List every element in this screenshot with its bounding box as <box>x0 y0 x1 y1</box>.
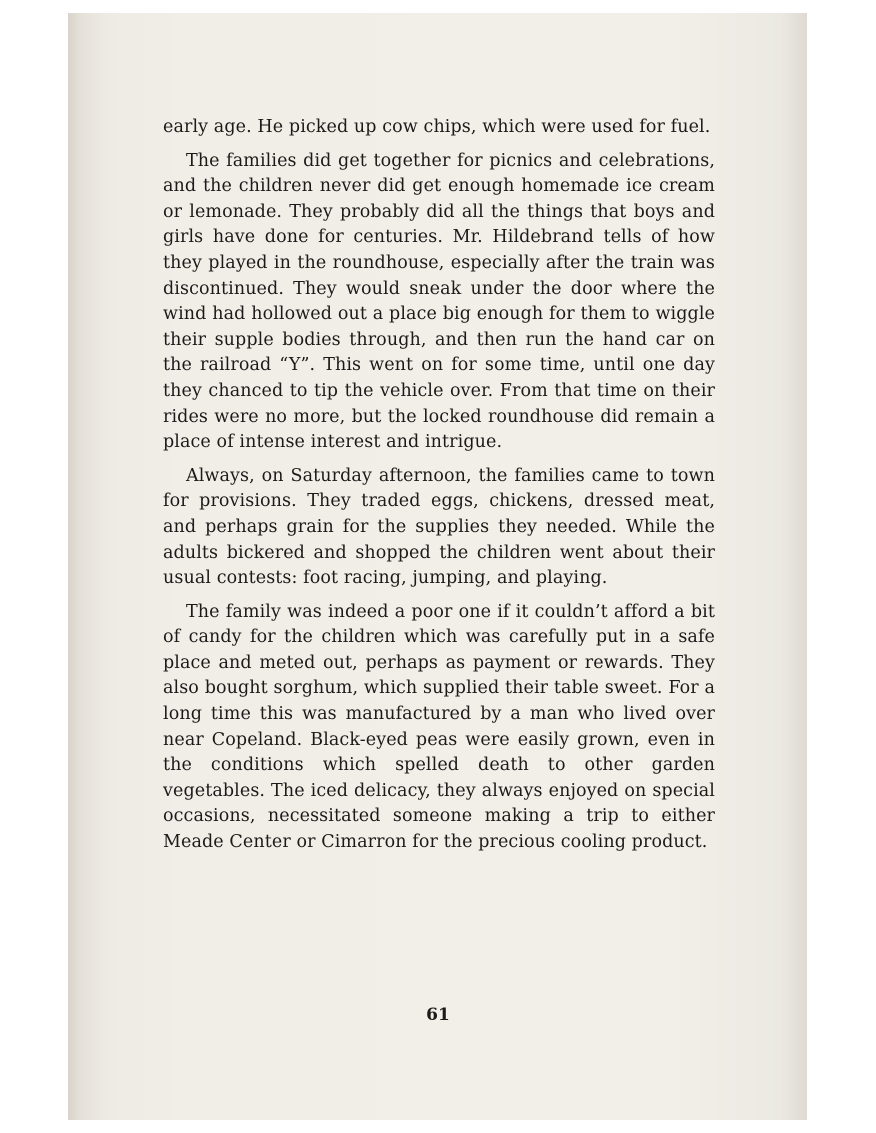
paragraph-1: early age. He picked up cow chips, which were used for fuel. <box>163 117 711 137</box>
body-text <box>163 115 715 864</box>
paragraph-2: The families did get together for picnics and celebrations, and the children never did get enough homemade ice cream or lemonade. They probably did all the things that boys and girls have done for centuries. Mr. Hildebrand tells of how they played in the roundhouse, especially after the train was discontinued. They would sneak under the door where the wind had hollowed out a place big enough for them to wiggle their supple bodies through, and then run the hand car on the railroad “Y”. This went on for some time, until one day they chanced to tip the vehicle over. From that time on their rides were no more, but the locked roundhouse did remain a place of intense interest and intrigue. <box>163 150 715 453</box>
page-number: 61 <box>426 1005 450 1025</box>
paragraph-3: Always, on Saturday afternoon, the families came to town for provisions. They traded eggs, chickens, dressed meat, and perhaps grain for the supplies they needed. While the adults bickered and shopped the children went about their usual contests: foot racing, jumping, and playing. <box>163 465 715 589</box>
paragraph-4: The family was indeed a poor one if it couldn’t afford a bit of candy for the children which was carefully put in a safe place and meted out, perhaps as payment or rewards. They also bought sorghum, which supplied their table sweet. For a long time this was manufactured by a man who lived over near Copeland. Black-eyed peas were easily grown, even in the conditions which spelled death to other garden vegetables. The iced delicacy, they always enjoyed on special occasions, necessitated someone making a trip to either Meade Center or Cimarron for the precious cooling product. <box>163 601 715 853</box>
